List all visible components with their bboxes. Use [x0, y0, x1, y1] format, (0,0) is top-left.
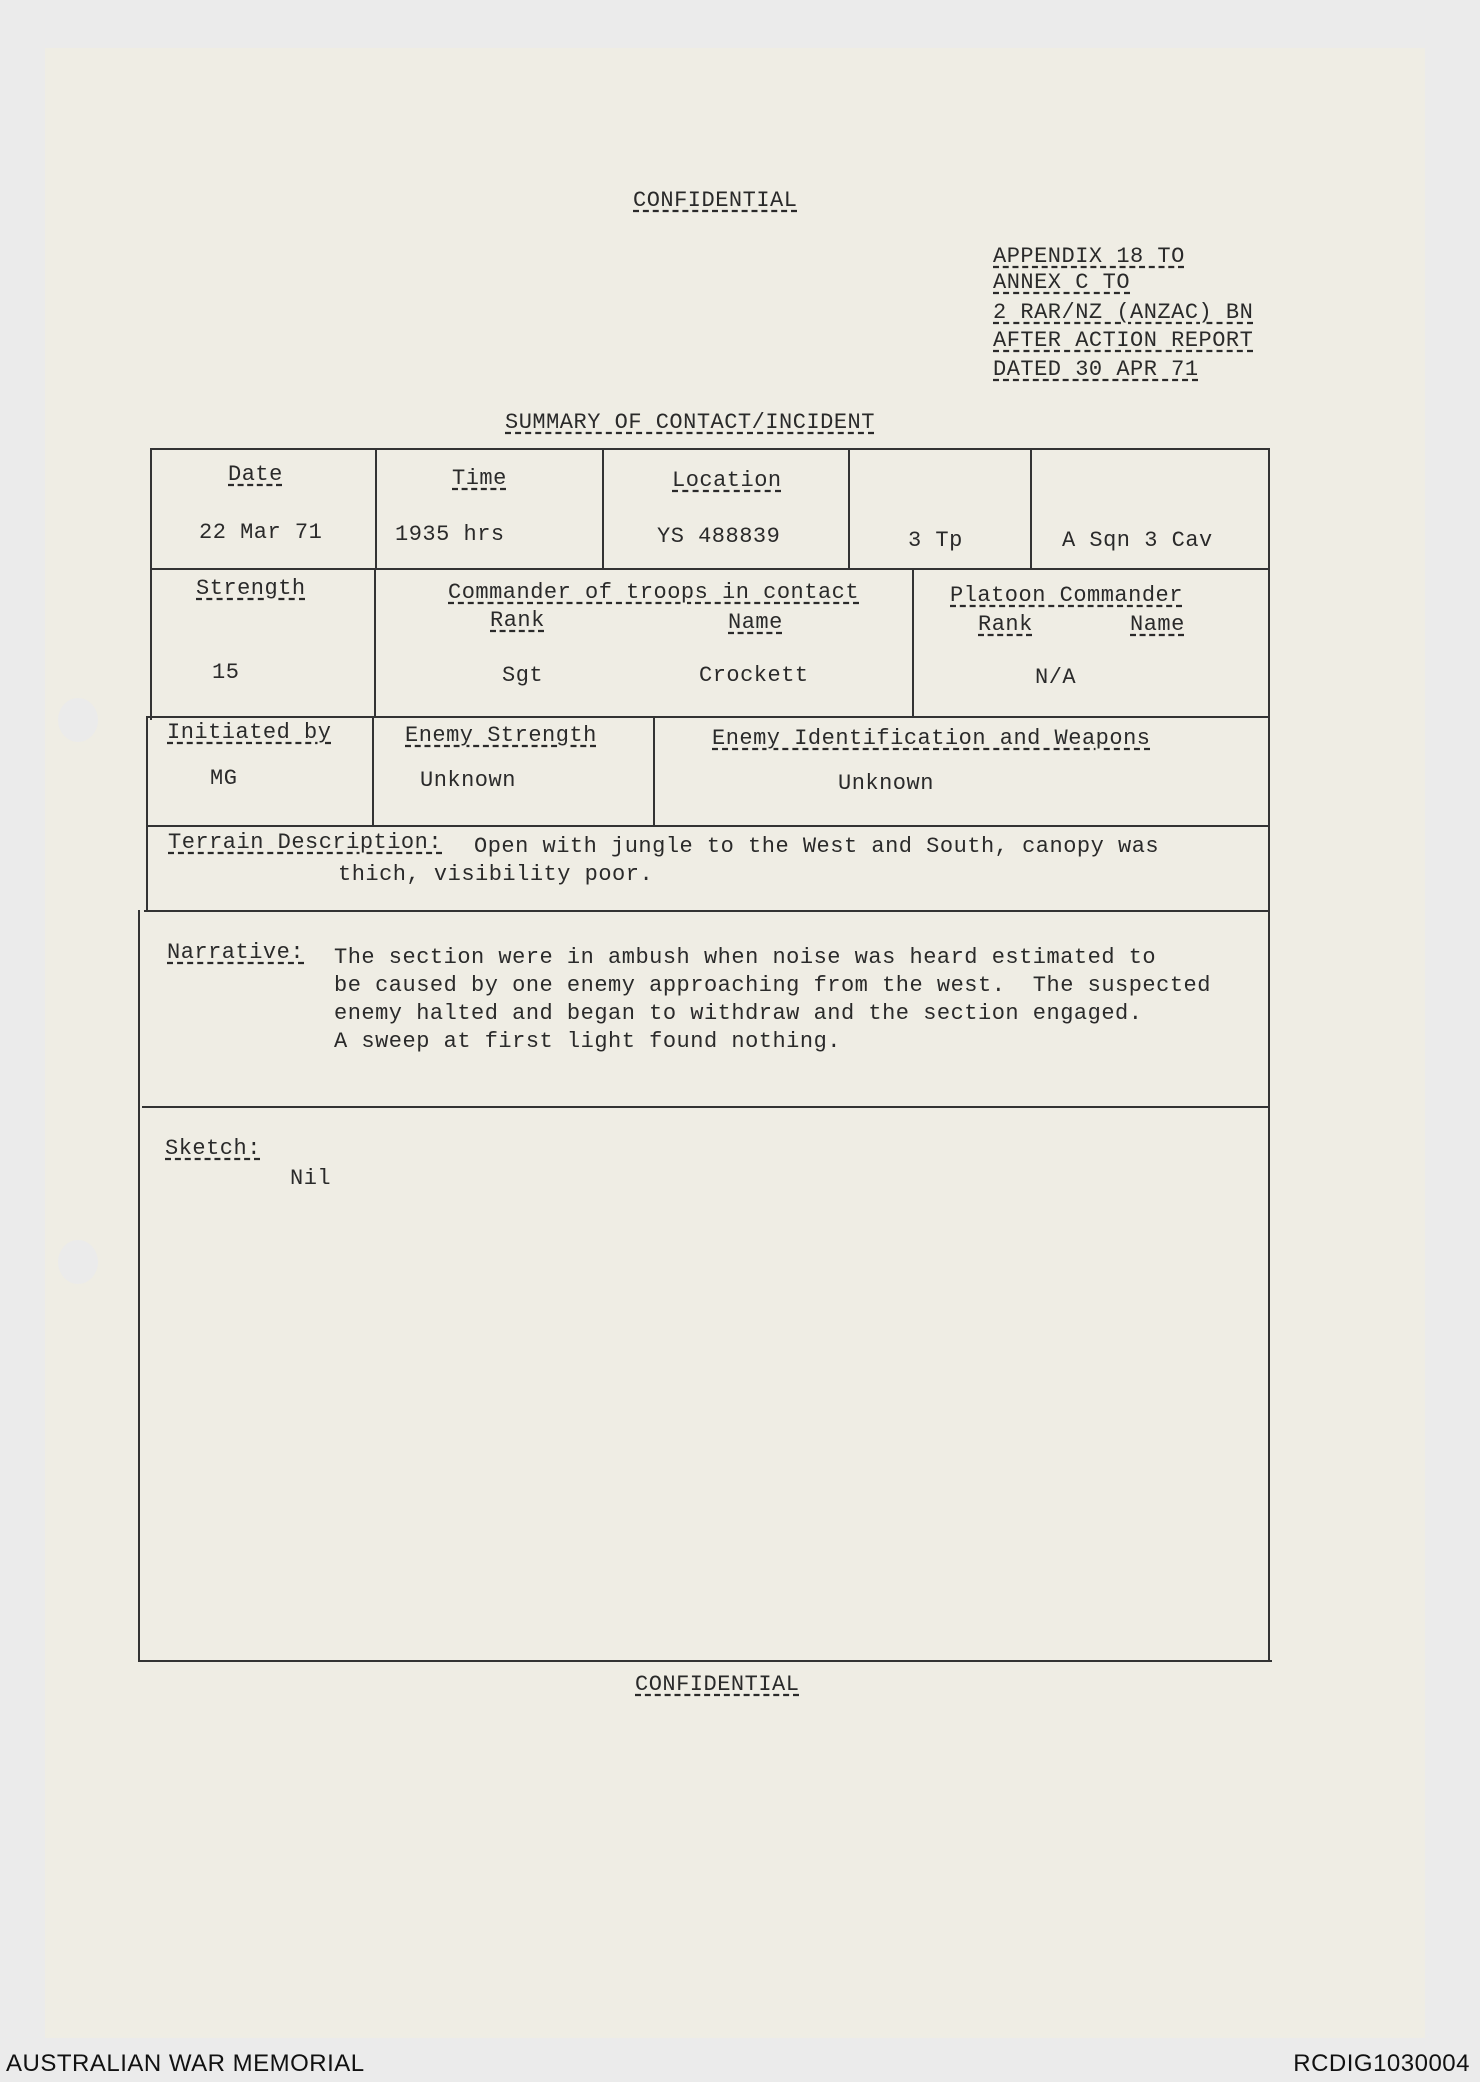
appendix-line: DATED 30 APR 71	[993, 357, 1199, 382]
punch-hole	[58, 1240, 98, 1284]
form-title: SUMMARY OF CONTACT/INCIDENT	[505, 410, 875, 435]
platoon-name-label: Name	[1130, 612, 1185, 637]
enemy-identification-value: Unknown	[838, 771, 934, 796]
archive-name: AUSTRALIAN WAR MEMORIAL	[6, 2050, 365, 2077]
initiated-by-label: Initiated by	[167, 720, 332, 745]
commander-rank-value: Sgt	[502, 663, 544, 688]
strength-value: 15	[212, 660, 240, 685]
commander-name-value: Crockett	[699, 663, 809, 688]
commander-rank-label: Rank	[490, 608, 545, 633]
appendix-line: 2 RAR/NZ (ANZAC) BN	[993, 300, 1254, 325]
location-value: YS 488839	[657, 524, 781, 549]
enemy-strength-label: Enemy Strength	[405, 723, 597, 748]
appendix-line: ANNEX C TO	[993, 270, 1131, 295]
appendix-line: APPENDIX 18 TO	[993, 244, 1185, 269]
platoon-commander-label: Platoon Commander	[950, 583, 1183, 608]
punch-hole	[58, 698, 98, 742]
terrain-text-line1: Open with jungle to the West and South, canopy was	[474, 834, 1160, 859]
commander-name-label: Name	[728, 610, 783, 635]
platoon-rank-label: Rank	[978, 612, 1033, 637]
enemy-identification-label: Enemy Identification and Weapons	[712, 726, 1151, 751]
sketch-label: Sketch:	[165, 1136, 261, 1161]
archive-reference: RCDIG1030004	[1293, 2050, 1470, 2077]
terrain-label: Terrain Description:	[168, 830, 443, 855]
commander-label: Commander of troops in contact	[448, 580, 860, 605]
date-label: Date	[228, 462, 283, 487]
initiated-by-value: MG	[210, 766, 238, 791]
classification-bottom: CONFIDENTIAL	[635, 1672, 800, 1697]
time-label: Time	[452, 466, 507, 491]
time-value: 1935 hrs	[395, 522, 505, 547]
enemy-strength-value: Unknown	[420, 768, 516, 793]
date-value: 22 Mar 71	[199, 520, 323, 545]
appendix-line: AFTER ACTION REPORT	[993, 328, 1254, 353]
strength-label: Strength	[196, 576, 306, 601]
location-label: Location	[672, 468, 782, 493]
squadron-value: A Sqn 3 Cav	[1062, 528, 1213, 553]
sketch-value: Nil	[290, 1166, 332, 1191]
classification-top: CONFIDENTIAL	[633, 188, 798, 213]
platoon-value: N/A	[1035, 665, 1077, 690]
narrative-text: The section were in ambush when noise was heard estimated to be caused by one enemy approaching from the west. The suspected enemy halted and began to withdraw and the section engaged. A sweep at first light found nothing.	[334, 945, 1211, 1054]
narrative-label: Narrative:	[167, 940, 305, 965]
troop-value: 3 Tp	[908, 528, 963, 553]
terrain-text-line2: thich, visibility poor.	[338, 862, 654, 887]
